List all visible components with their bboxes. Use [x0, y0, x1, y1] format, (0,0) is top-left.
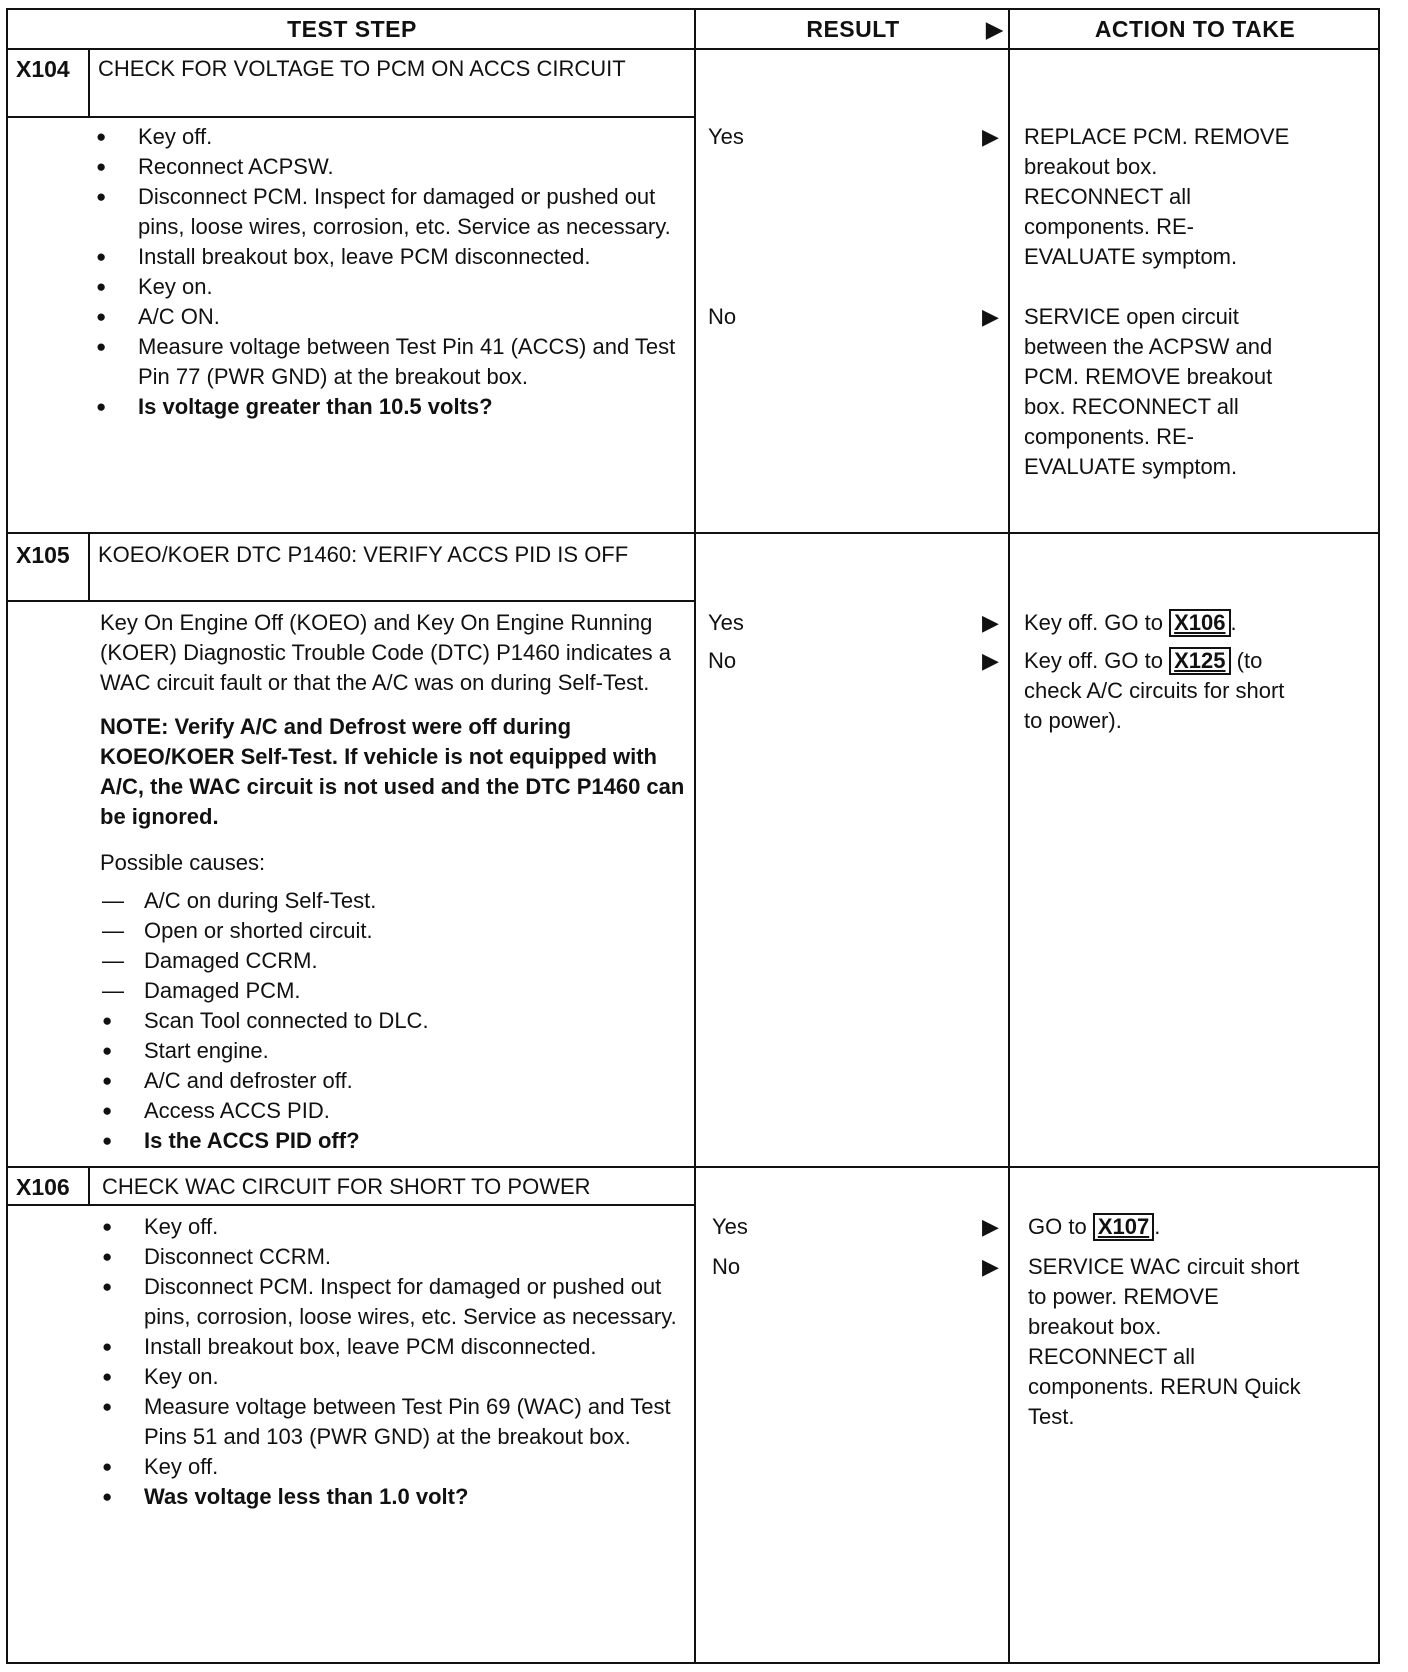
- step-intro: Key On Engine Off (KOEO) and Key On Engine Running (KOER) Diagnostic Trouble Code (DTC) P1460 indicates a WAC circuit fault or that the A/C was on during Self-Test.: [100, 610, 672, 695]
- bullet-item: ● A/C ON.: [94, 302, 690, 332]
- step-ref-x107[interactable]: X107: [1093, 1213, 1154, 1241]
- step-question: ● Is the ACCS PID off?: [100, 1126, 690, 1156]
- header-result: [696, 10, 1010, 50]
- bullet-item: ● Measure voltage between Test Pin 69 (WAC) and Test Pins 51 and 103 (PWR GND) at the breakout box.: [100, 1392, 690, 1452]
- step-note: NOTE: Verify A/C and Defrost were off during KOEO/KOER Self-Test. If vehicle is not equipped with A/C, the WAC circuit is not used and the DTC P1460 can be ignored.: [100, 714, 685, 829]
- cause-item: — Damaged PCM.: [100, 976, 690, 1006]
- bullet-item: ● Key off.: [100, 1212, 690, 1242]
- bullet-item: ● A/C and defroster off.: [100, 1066, 690, 1096]
- step-body-x105: [100, 608, 690, 1156]
- arrow-icon: ▶: [982, 648, 999, 673]
- step-id-x106: X106: [16, 1174, 70, 1200]
- step-divider: [8, 1166, 1380, 1168]
- result-no: No: [712, 1254, 741, 1279]
- step-body-x104: [94, 122, 690, 422]
- action-suffix: .: [1230, 610, 1237, 635]
- result-no: No: [708, 648, 737, 673]
- result-yes: Yes: [712, 1214, 748, 1239]
- cause-item: — A/C on during Self-Test.: [100, 886, 690, 916]
- bullet-item: ● Disconnect CCRM.: [100, 1242, 690, 1272]
- bullet-item: ● Scan Tool connected to DLC.: [100, 1006, 690, 1036]
- header-result-label: RESULT: [806, 15, 900, 42]
- step-divider: [8, 532, 1380, 534]
- step-ref-x125[interactable]: X125: [1169, 647, 1230, 675]
- step-title-x106: CHECK WAC CIRCUIT FOR SHORT TO POWER: [102, 1174, 591, 1199]
- bullet-item: ● Key on.: [100, 1362, 690, 1392]
- action-no: SERVICE open circuit between the ACPSW and PCM. REMOVE breakout box. RECONNECT all components. RE-EVALUATE symptom.: [1024, 304, 1273, 479]
- bullet-item: ● Start engine.: [100, 1036, 690, 1066]
- bullet-item: ● Install breakout box, leave PCM disconnected.: [94, 242, 690, 272]
- title-rule: [8, 1204, 696, 1206]
- action-yes: REPLACE PCM. REMOVE breakout box. RECONNECT all components. RE-EVALUATE symptom.: [1024, 124, 1290, 269]
- step-id-divider: [88, 50, 90, 118]
- bullet-item: ● Key off.: [94, 122, 690, 152]
- action-text: Key off. GO to: [1024, 648, 1163, 673]
- arrow-icon: ▶: [982, 304, 999, 329]
- bullet-item: ● Disconnect PCM. Inspect for damaged or pushed out pins, loose wires, corrosion, etc. Service as necessary.: [94, 182, 690, 242]
- bullet-item: ● Install breakout box, leave PCM disconnected.: [100, 1332, 690, 1362]
- diagnostic-table: [6, 8, 1380, 1664]
- step-title-x105: KOEO/KOER DTC P1460: VERIFY ACCS PID IS OFF: [98, 542, 629, 567]
- bullet-item: ● Reconnect ACPSW.: [94, 152, 690, 182]
- action-yes: [1024, 608, 1299, 638]
- step-title-x104: CHECK FOR VOLTAGE TO PCM ON ACCS CIRCUIT: [98, 56, 626, 81]
- bullet-item: ● Access ACCS PID.: [100, 1096, 690, 1126]
- action-text: GO to: [1028, 1214, 1087, 1239]
- step-question: ● Is voltage greater than 10.5 volts?: [94, 392, 690, 422]
- header-action: ACTION TO TAKE: [1010, 10, 1380, 50]
- bullet-item: ● Key off.: [100, 1452, 690, 1482]
- cause-item: — Open or shorted circuit.: [100, 916, 690, 946]
- header-arrow-icon: ▶: [985, 15, 1004, 42]
- action-text: Key off. GO to: [1024, 610, 1163, 635]
- step-id-divider: [88, 534, 90, 602]
- step-question: ● Was voltage less than 1.0 volt?: [100, 1482, 690, 1512]
- step-id-x104: X104: [16, 56, 70, 82]
- bullet-item: ● Key on.: [94, 272, 690, 302]
- step-id-x105: X105: [16, 542, 70, 568]
- bullet-item: ● Measure voltage between Test Pin 41 (ACCS) and Test Pin 77 (PWR GND) at the breakout box.: [94, 332, 690, 392]
- result-yes: Yes: [708, 610, 744, 635]
- cause-item: — Damaged CCRM.: [100, 946, 690, 976]
- title-rule: [8, 116, 696, 118]
- action-suffix: .: [1154, 1214, 1161, 1239]
- arrow-icon: ▶: [982, 124, 999, 149]
- action-no: [1024, 646, 1299, 736]
- arrow-icon: ▶: [982, 1214, 999, 1239]
- action-yes: [1028, 1212, 1303, 1242]
- result-yes: Yes: [708, 124, 744, 149]
- arrow-icon: ▶: [982, 1254, 999, 1279]
- bullet-item: ● Disconnect PCM. Inspect for damaged or pushed out pins, corrosion, loose wires, etc. Service as necessary.: [100, 1272, 690, 1332]
- step-ref-x106[interactable]: X106: [1169, 609, 1230, 637]
- column-divider: [1008, 10, 1010, 1664]
- causes-label: Possible causes:: [100, 850, 266, 875]
- step-body-x106: [100, 1212, 690, 1512]
- title-rule: [8, 600, 696, 602]
- action-no: SERVICE WAC circuit short to power. REMOVE breakout box. RECONNECT all components. RERUN Quick Test.: [1028, 1254, 1301, 1429]
- action-suffix: (to check A/C circuits for short to power).: [1024, 648, 1285, 733]
- step-id-divider: [88, 1168, 90, 1206]
- column-divider: [694, 10, 696, 1664]
- header-test-step: TEST STEP: [8, 10, 696, 50]
- result-no: No: [708, 304, 737, 329]
- arrow-icon: ▶: [982, 610, 999, 635]
